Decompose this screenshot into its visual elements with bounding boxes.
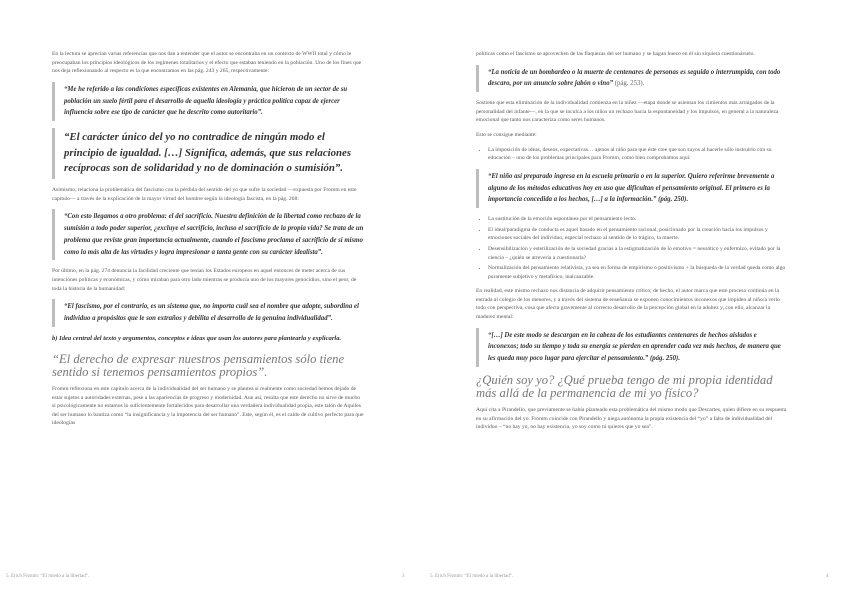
- paragraph: políticas como el fascismo se aprovechen de las flaquezas del ser humano y se hagan hueco en él sin siquiera cuestionárselo.: [476, 51, 755, 57]
- block-quote: “Con esto llegamos a otro problema: el del sacrificio. Nuestra definición de la libertad como rechazo de la sumisión a todo poder superior, ¿excluye el sacrificio, incluso el sacrificio de la propia vida? Se trata de un problema que reviste gran importancia actualmente, cuando el fascismo proclama el sacrificio de sí mismo como la más alta de las virtudes y logra impresionar a tanta gente con su carácter idealista”.: [52, 209, 364, 260]
- page-number: 3: [402, 574, 405, 579]
- list-item: • La sustitución de la emoción espontánea por el pensamiento lecto.: [488, 215, 788, 224]
- page-right: [424, 0, 848, 600]
- paragraph: Por último, en la pág. 274 denuncia la facilidad creciente que tenían los Estados europeos en aquel entonces de meter acerca de sus intenciones políticas y económicas, y cómo miraban para otro lado mientras se producía uno de los mayores genocidios, sino el peor, de toda la historia de la humanidad:: [52, 268, 357, 292]
- section-note: b) Idea central del texto y argumentos, conceptos e ideas que usan los autores para plantearla y explicarla.: [52, 334, 342, 342]
- block-quote: [476, 169, 788, 208]
- list-item: • Desensibilización y esterilización de la sociedad gracias a la estigmatización de lo emotivo = neurótico y enfermizo, evitado por la ciencia – ¿quién se atrevería a cuestionarla?: [488, 245, 788, 262]
- block-quote: [476, 65, 788, 93]
- page-right-column: [476, 50, 788, 438]
- block-quote: [476, 328, 788, 367]
- list-item: • La imposición de ideas, deseos, expectativas… ajenos al niño para que éste cree que son suyos al hacerle sólo instruirlo con su educación – uno de los problemas principales para Fromm, como bien comprobamos aquí:: [488, 146, 788, 163]
- bullet-list: [476, 215, 788, 281]
- section-heading: ¿Quién soy yo? ¿Qué prueba tengo de mi propia identidad más allá de la permanencia de mi yo físico?: [476, 373, 773, 401]
- list-item: • Normalización del pensamiento relativista, ya sea en forma de empirismo o positivismo + la búsqueda de la verdad queda como algo puramente subjetivo y metafísico, inalcanzable.: [488, 264, 788, 281]
- page-number: 4: [826, 574, 829, 579]
- paragraph: En realidad, este mismo rechazo nos distancia de adquirir pensamiento crítico; de hecho, el autor marca que este proceso continúa en la entrada al colegio de los menores, y a través del sistema de enseñanza se exponen conocimientos inconexos que impiden al niño/a verlo todo con perspectiva, cosa que afecta gravemente al correcto desarrollo de la percepción global en la adultez y, con ello, alcanzar la madurez mental:: [476, 288, 780, 321]
- block-quote: “El fascismo, por el contrario, es un sistema que, no importa cuál sea el nombre que adopte, subordina el individuo a propósitos que le son extraños y debilita el desarrollo de la genuina individualidad”.: [52, 299, 364, 327]
- quote-citation: (pág. 253).: [614, 80, 645, 88]
- quote-citation: (pág. 250).: [658, 196, 689, 204]
- paragraph: Asimismo, relaciona la problemática del fascismo con la pérdida del sentido del yo que sufre la sociedad —expuesta por Fromm en este capítulo— a través de la explicación de la mayor virtud del hombre según la ideología fascista, en la pág. 268:: [52, 186, 357, 202]
- section-heading: “El derecho de expresar nuestros pensamientos sólo tiene sentido si tenemos pensamientos propios”.: [52, 352, 345, 380]
- bullet-list: [476, 146, 788, 163]
- paragraph: Aquí cita a Pirandello, que previamente se había planteado esta problemática del mismo modo que Descartes, quien difiere en su respuesta en su afirmación del yo. Fromm coincide con Pirandello y niega autónoma la propia existencia del “yo” a falta de individualidad del individuo – “no hay yo, no hay existencia, yo soy como tú quieres que yo sea”.: [476, 407, 787, 431]
- footer-text: 5. Erich Fromm: “El miedo a la libertad”.: [430, 574, 514, 579]
- quote-text: “El niño así preparado ingresa en la escuela primaria o en la superior. Quiero referirme brevemente a alguno de los métodos educativos hoy en uso que dificultan el pensamiento original. El primero es la importancia concedida a los hechos, […] a la información.”: [488, 172, 775, 204]
- quote-citation: (pág. 250).: [650, 355, 681, 363]
- block-quote: “Me he referido a las condiciones específicas existentes en Alemania, que hicieron de un sector de su población un suelo fértil para el desarrollo de aquella ideología y práctica política capaz de ejercer influencia sobre ese tipo de carácter que he descrito como autoritario”.: [52, 82, 364, 121]
- paragraph: Fromm reflexiona en este capítulo acerca de la individualidad del ser humano y se plantea si realmente como sociedad hemos dejado de estar sujetos a autoridades externas, pese a las apariencias de progreso y modernidad. Aun así, resulta que este derecho no sirve de mucho si psicológicamente no estamos lo suficientemente fortalecidos para desarrollar una verdadera individualidad propia, este talón de Aquiles del ser humano lo bautiza como “la insignificancia y la impotencia del ser humano”. Este, según él, es el caldo de cultivo perfecto para que ideologías: [52, 386, 364, 427]
- list-item: • El ideal/paradigma de conducta es aquel basado en el pensamiento racional, posicionado por la creación hacia los impulsos y emociones sociales del individuo, especial rechazo al sentido de lo trágico, la muerte.: [488, 226, 788, 243]
- page-left-column: [52, 50, 364, 434]
- paragraph: Sostiene que esta eliminación de la individualidad comienza en la niñez —etapa donde se asientan los cimientos más arraigados de la personalidad del infante—, en la que se inculca a los niños un rechazo hacia la espontaneidad y los impulsos, en general a la naturaleza emocional que tanto nos caracteriza como seres humanos.: [476, 100, 779, 124]
- footer-text: 5. Erich Fromm: “El miedo a la libertad”.: [6, 574, 90, 579]
- block-quote-large: “El carácter único del yo no contradice de ningún modo el principio de igualdad. […] Significa, además, que sus relaciones recíprocas son de solidaridad y no de dominación o sumisión”.: [52, 128, 364, 179]
- quote-text: “La noticia de un bombardeo o la muerte de centenares de personas es seguida o interrumpida, con todo descaro, por un anuncio sobre jabón o vino”: [488, 68, 781, 88]
- paragraph: En la lectura se aprecian varias referencias que nos dan a entender que el autor se encontraba en un contexto de WWII total y cómo le preocupaban los principios ideológicos de los regímenes totalitarios y el efecto que estaban teniendo en la población. Uno de los fines que nos deja reflexionando al respecto es la que encontramos en las pág. 243 y 265, respectivamente:: [52, 51, 362, 75]
- quote-text: “[…] De este modo se descargan en la cabeza de los estudiantes centenares de hechos aislados e inconexos; todo su tiempo y toda su energía se pierden en aprender cada vez más hechos, de manera que les queda muy poco lugar para ejercitar el pensamiento.”: [488, 331, 781, 363]
- paragraph: Esto se consigue mediante:: [476, 131, 537, 138]
